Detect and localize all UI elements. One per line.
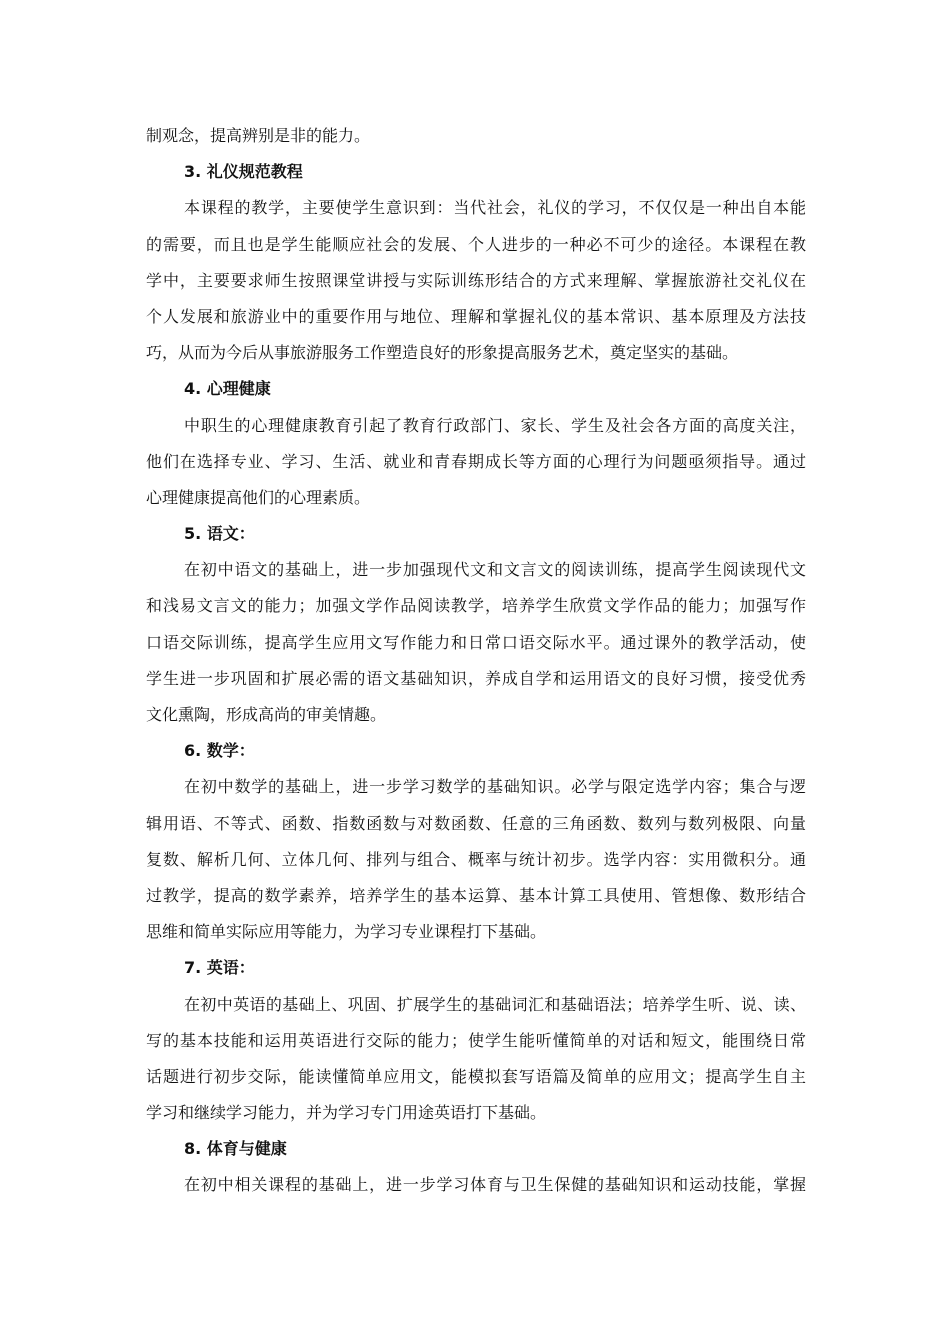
- paragraph-line: 学生进一步巩固和扩展必需的语文基础知识，养成自学和运用语文的良好习惯，接受优秀: [146, 668, 806, 688]
- section-heading: 4. 心理健康: [184, 379, 271, 399]
- paragraph-line: 在初中数学的基础上，进一步学习数学的基础知识。必学与限定选学内容；集合与逻: [184, 777, 806, 797]
- paragraph-line: 巧，从而为今后从事旅游服务工作塑造良好的形象提高服务艺术，奠定坚实的基础。: [146, 343, 739, 363]
- paragraph-line: 个人发展和旅游业中的重要作用与地位、理解和掌握礼仪的基本常识、基本原理及方法技: [146, 306, 806, 326]
- paragraph-line: 制观念，提高辨别是非的能力。: [146, 126, 371, 145]
- paragraph-line: 过教学，提高的数学素养，培养学生的基本运算、基本计算工具使用、管想像、数形结合: [146, 885, 806, 905]
- section-heading: 5. 语文：: [184, 524, 255, 544]
- paragraph-line: 口语交际训练，提高学生应用文写作能力和日常口语交际水平。通过课外的教学活动，使: [146, 632, 806, 652]
- document-page: [146, 118, 806, 1204]
- paragraph-line: 学中，主要要求师生按照课堂讲授与实际训练形结合的方式来理解、掌握旅游社交礼仪在: [146, 270, 806, 290]
- paragraph-line: 在初中英语的基础上、巩固、扩展学生的基础词汇和基础语法；培养学生听、说、读、: [184, 994, 806, 1014]
- paragraph-line: 文化熏陶，形成高尚的审美情趣。: [146, 705, 387, 724]
- paragraph-line: 在初中相关课程的基础上，进一步学习体育与卫生保健的基础知识和运动技能，掌握: [184, 1175, 806, 1195]
- paragraph-line: 话题进行初步交际，能读懂简单应用文，能模拟套写语篇及简单的应用文；提高学生自主: [146, 1066, 806, 1086]
- section-heading: 6. 数学：: [184, 741, 255, 761]
- paragraph-line: 复数、解析几何、立体几何、排列与组合、概率与统计初步。选学内容：实用微积分。通: [146, 849, 806, 869]
- paragraph-line: 写的基本技能和运用英语进行交际的能力；使学生能听懂简单的对话和短文，能围绕日常: [146, 1030, 806, 1050]
- paragraph-line: 本课程的教学，主要使学生意识到：当代社会，礼仪的学习，不仅仅是一种出自本能: [184, 198, 806, 218]
- paragraph-line: 他们在选择专业、学习、生活、就业和青春期成长等方面的心理行为问题亟须指导。通过: [146, 451, 806, 471]
- paragraph-line: 的需要，而且也是学生能顺应社会的发展、个人进步的一种必不可少的途径。本课程在教: [146, 234, 806, 254]
- paragraph-line: 心理健康提高他们的心理素质。: [146, 487, 371, 507]
- paragraph-line: 中职生的心理健康教育引起了教育行政部门、家长、学生及社会各方面的高度关注，: [184, 415, 806, 435]
- paragraph-line: 和浅易文言文的能力；加强文学作品阅读教学，培养学生欣赏文学作品的能力；加强写作: [146, 596, 806, 616]
- paragraph-line: 辑用语、不等式、函数、指数函数与对数函数、任意的三角函数、数列与数列极限、向量: [146, 813, 806, 833]
- paragraph-line: 在初中语文的基础上，进一步加强现代文和文言文的阅读训练，提高学生阅读现代文: [184, 560, 806, 580]
- paragraph-line: 学习和继续学习能力，并为学习专门用途英语打下基础。: [146, 1103, 547, 1123]
- section-heading: 3. 礼仪规范教程: [184, 162, 303, 182]
- paragraph-line: 思维和简单实际应用等能力，为学习专业课程打下基础。: [146, 922, 547, 942]
- section-heading: 7. 英语：: [184, 958, 255, 978]
- section-heading: 8. 体育与健康: [184, 1139, 287, 1159]
